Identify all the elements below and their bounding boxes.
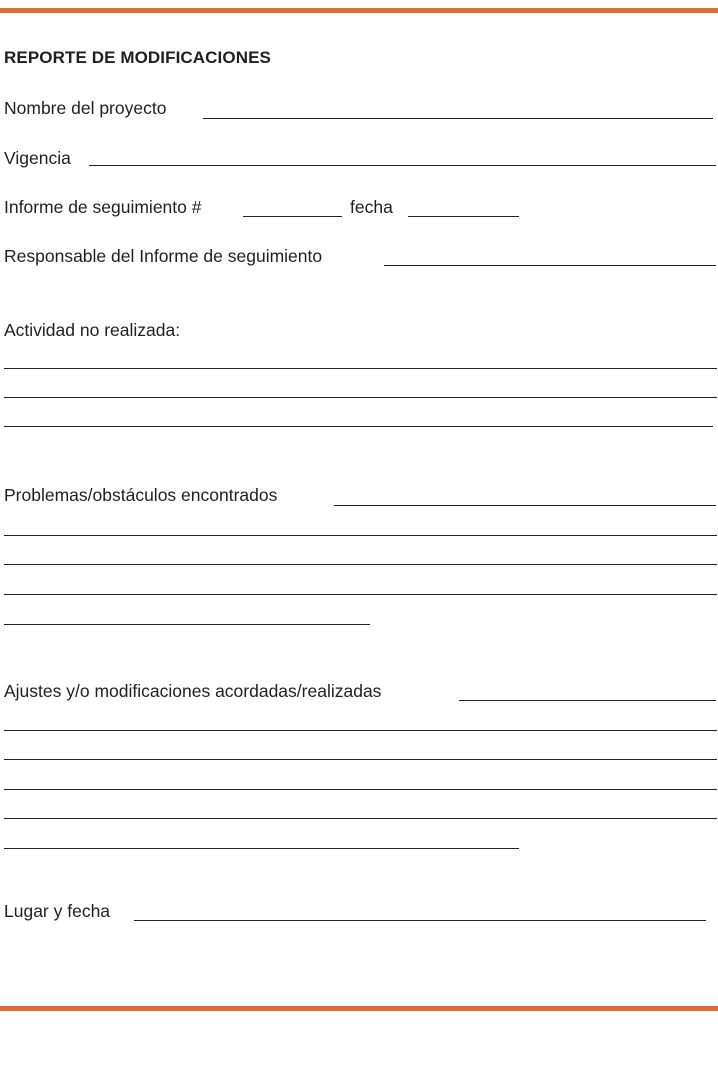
problems-label: Problemas/obstáculos encontrados [4, 485, 278, 505]
followup-report-label: Informe de seguimiento # [4, 197, 202, 217]
problems-line-2[interactable] [4, 564, 717, 565]
form-title: REPORTE DE MODIFICACIONES [4, 48, 271, 67]
top-accent-rule [0, 8, 718, 13]
activity-not-done-line-2[interactable] [4, 397, 717, 398]
adjustments-line-4[interactable] [4, 818, 717, 819]
responsible-field[interactable] [384, 265, 716, 266]
validity-field[interactable] [89, 165, 716, 166]
followup-date-field[interactable] [408, 216, 519, 217]
adjustments-line-1[interactable] [4, 730, 717, 731]
adjustments-label: Ajustes y/o modificaciones acordadas/realizadas [4, 681, 382, 701]
adjustments-line-3[interactable] [4, 789, 717, 790]
activity-not-done-line-1[interactable] [4, 368, 717, 369]
responsible-label: Responsable del Informe de seguimiento [4, 246, 323, 266]
place-date-label: Lugar y fecha [4, 901, 111, 921]
activity-not-done-label: Actividad no realizada: [4, 320, 181, 340]
project-name-field[interactable] [203, 118, 713, 119]
problems-line-3[interactable] [4, 594, 717, 595]
bottom-accent-rule [0, 1006, 718, 1011]
activity-not-done-line-3[interactable] [4, 426, 713, 427]
problems-line-1[interactable] [4, 535, 717, 536]
adjustments-field[interactable] [459, 700, 716, 701]
date-label: fecha [350, 197, 393, 217]
problems-field[interactable] [334, 505, 716, 506]
validity-label: Vigencia [4, 148, 71, 168]
place-date-field[interactable] [134, 920, 706, 921]
followup-report-number-field[interactable] [243, 216, 342, 217]
project-name-label: Nombre del proyecto [4, 98, 167, 118]
adjustments-line-2[interactable] [4, 759, 717, 760]
problems-line-4[interactable] [4, 624, 370, 625]
adjustments-line-5[interactable] [4, 848, 519, 849]
